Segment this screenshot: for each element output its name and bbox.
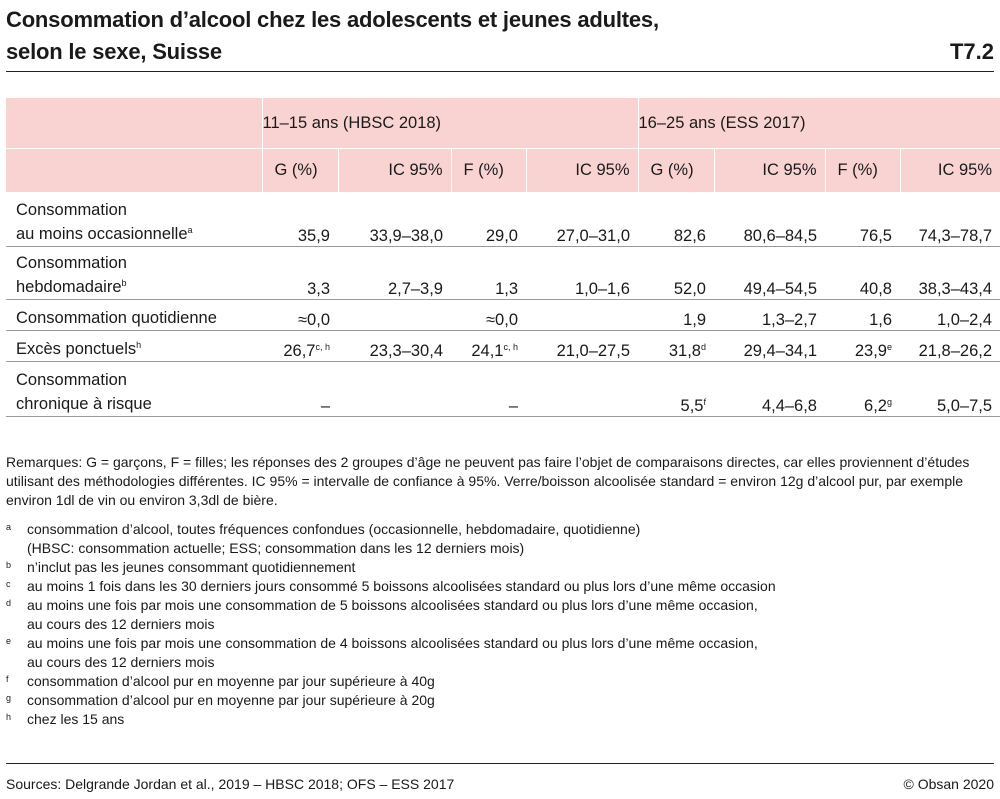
copyright: © Obsan 2020 (903, 776, 994, 792)
group-header-hbsc: 11–15 ans (HBSC 2018) (262, 98, 638, 149)
ci-cell: 1,3–2,7 (761, 311, 817, 329)
table-row (6, 247, 1000, 300)
table-row (6, 300, 1000, 331)
value-cell: ≈0,0 (486, 311, 518, 329)
sources-divider (6, 763, 994, 764)
value-cell: 82,6 (673, 227, 706, 245)
row-label: Consommation quotidienne (16, 309, 217, 327)
ci-cell (526, 362, 638, 417)
table-number: T7.2 (949, 39, 994, 64)
footnote: h chez les 15 ans (6, 711, 125, 727)
footnote: c au moins 1 fois dans les 30 derniers jours consommé 5 boissons alcoolisées standard ou plus lors d’une même occasion (6, 578, 776, 594)
footnote: f consommation d’alcool pur en moyenne par jour supérieure à 40g (6, 673, 435, 689)
remarks: Remarques: G = garçons, F = filles; les réponses des 2 groupes d’âge ne peuvent pas faire l’objet de comparaisons directes, car elles proviennent d’études utilisant des méthodologies différentes. IC 95% = intervalle de confiance à 95%. Verre/boisson alcoolisée standard = environ 12g d’alcool pur, par exemple environ 1dl de vin ou environ 3,3dl de bière. (6, 454, 970, 508)
col-header: F (%) (451, 149, 526, 193)
footnotes (6, 520, 991, 729)
ci-cell: 23,3–30,4 (369, 342, 443, 360)
ci-cell: 2,7–3,9 (387, 280, 443, 298)
footnote-key: b (6, 560, 12, 570)
footnote: g consommation d’alcool pur en moyenne par jour supérieure à 20g (6, 692, 435, 708)
footnote-key: a (6, 522, 12, 532)
title-divider (6, 71, 994, 72)
footnote-key: d (6, 598, 12, 608)
value-cell: – (320, 397, 330, 415)
ci-cell: 21,0–27,5 (556, 342, 630, 360)
value-cell: 52,0 (673, 280, 706, 298)
corner-cell (6, 98, 262, 149)
col-header: F (%) (825, 149, 900, 193)
value-cell: 24,1$^{c, h}$ (471, 342, 518, 360)
row-label: Consommation au moins occasionnelle$^a$ (16, 201, 193, 243)
table-row (6, 362, 1000, 417)
value-cell: ≈0,0 (298, 311, 330, 329)
ci-cell: 1,0–1,6 (574, 280, 630, 298)
value-cell: 35,9 (297, 227, 330, 245)
value-cell: 23,9e (854, 342, 892, 360)
footnote-key: c (6, 579, 11, 589)
value-cell: 6,2$^g$ (864, 397, 892, 415)
ci-cell: 1,0–2,4 (936, 311, 993, 329)
ci-cell (526, 300, 638, 331)
value-cell: 5,5$^f$ (680, 397, 706, 415)
row-label: Consommation hebdomadaire$^b$ (16, 254, 127, 296)
table-row (6, 331, 1000, 362)
ci-cell (338, 362, 451, 417)
ci-cell: 21,8–26,2 (918, 342, 993, 360)
group-header-row (6, 98, 1000, 149)
table-title (6, 4, 826, 68)
footnote: d au moins une fois par mois une consommation de 5 boissons alcoolisées standard ou plus lors d’une même occasion, au cours des 12 derniers mois (6, 597, 758, 632)
ci-cell: 27,0–31,0 (556, 227, 630, 245)
value-cell: – (508, 397, 518, 415)
ci-cell: 29,4–34,1 (743, 342, 817, 360)
footnote-key: g (6, 693, 12, 703)
footnote-key: e (6, 636, 12, 646)
ci-cell: 38,3–43,4 (918, 280, 993, 298)
value-cell: 29,0 (485, 227, 518, 245)
sources: Sources: Delgrande Jordan et al., 2019 – HBSC 2018; OFS – ESS 2017 (6, 776, 455, 792)
value-cell: 76,5 (859, 227, 892, 245)
row-label: Consommation chronique à risque (16, 371, 152, 413)
col-header: G (%) (638, 149, 714, 193)
footnote: e au moins une fois par mois une consommation de 4 boissons alcoolisées standard ou plus lors d’une même occasion, au cours des 12 derniers mois (6, 635, 758, 670)
value-cell: 1,9 (683, 311, 706, 329)
row-label: Excès ponctuels$^h$ (16, 340, 142, 358)
subheader-row (6, 149, 1000, 193)
title-line-1: Consommation d’alcool chez les adolescents et jeunes adultes, (6, 7, 659, 32)
footnote: b n’inclut pas les jeunes consommant quotidiennement (6, 559, 356, 575)
ci-cell: 80,6–84,5 (743, 227, 817, 245)
ci-cell (338, 300, 451, 331)
data-table (6, 98, 1000, 417)
value-cell: 1,6 (869, 311, 892, 329)
ci-cell: 5,0–7,5 (936, 397, 993, 415)
value-cell: 31,8$^d$ (668, 342, 706, 360)
col-header: G (%) (262, 149, 338, 193)
table-row (6, 192, 1000, 247)
corner-cell (6, 149, 262, 193)
value-cell: 40,8 (859, 280, 892, 298)
ci-cell: 49,4–54,5 (743, 280, 817, 298)
col-header: IC 95% (526, 149, 638, 193)
title-line-2: selon le sexe, Suisse (6, 39, 222, 64)
col-header: IC 95% (900, 149, 1000, 193)
value-cell: 26,7$^{c, h}$ (283, 342, 330, 360)
col-header: IC 95% (338, 149, 451, 193)
group-header-ess: 16–25 ans (ESS 2017) (638, 98, 1000, 149)
footnote: a consommation d’alcool, toutes fréquences confondues (occasionnelle, hebdomadaire, quotidienne) (HBSC: consommation actuelle; ESS; consommation dans les 12 derniers mois) (6, 521, 641, 556)
ci-cell: 33,9–38,0 (369, 227, 443, 245)
footnote-key: h (6, 712, 12, 722)
col-header: IC 95% (714, 149, 825, 193)
footnote-key: f (6, 674, 9, 684)
ci-cell: 4,4–6,8 (761, 397, 817, 415)
value-cell: 3,3 (307, 280, 330, 298)
value-cell: 1,3 (495, 280, 518, 298)
ci-cell: 74,3–78,7 (918, 227, 993, 245)
